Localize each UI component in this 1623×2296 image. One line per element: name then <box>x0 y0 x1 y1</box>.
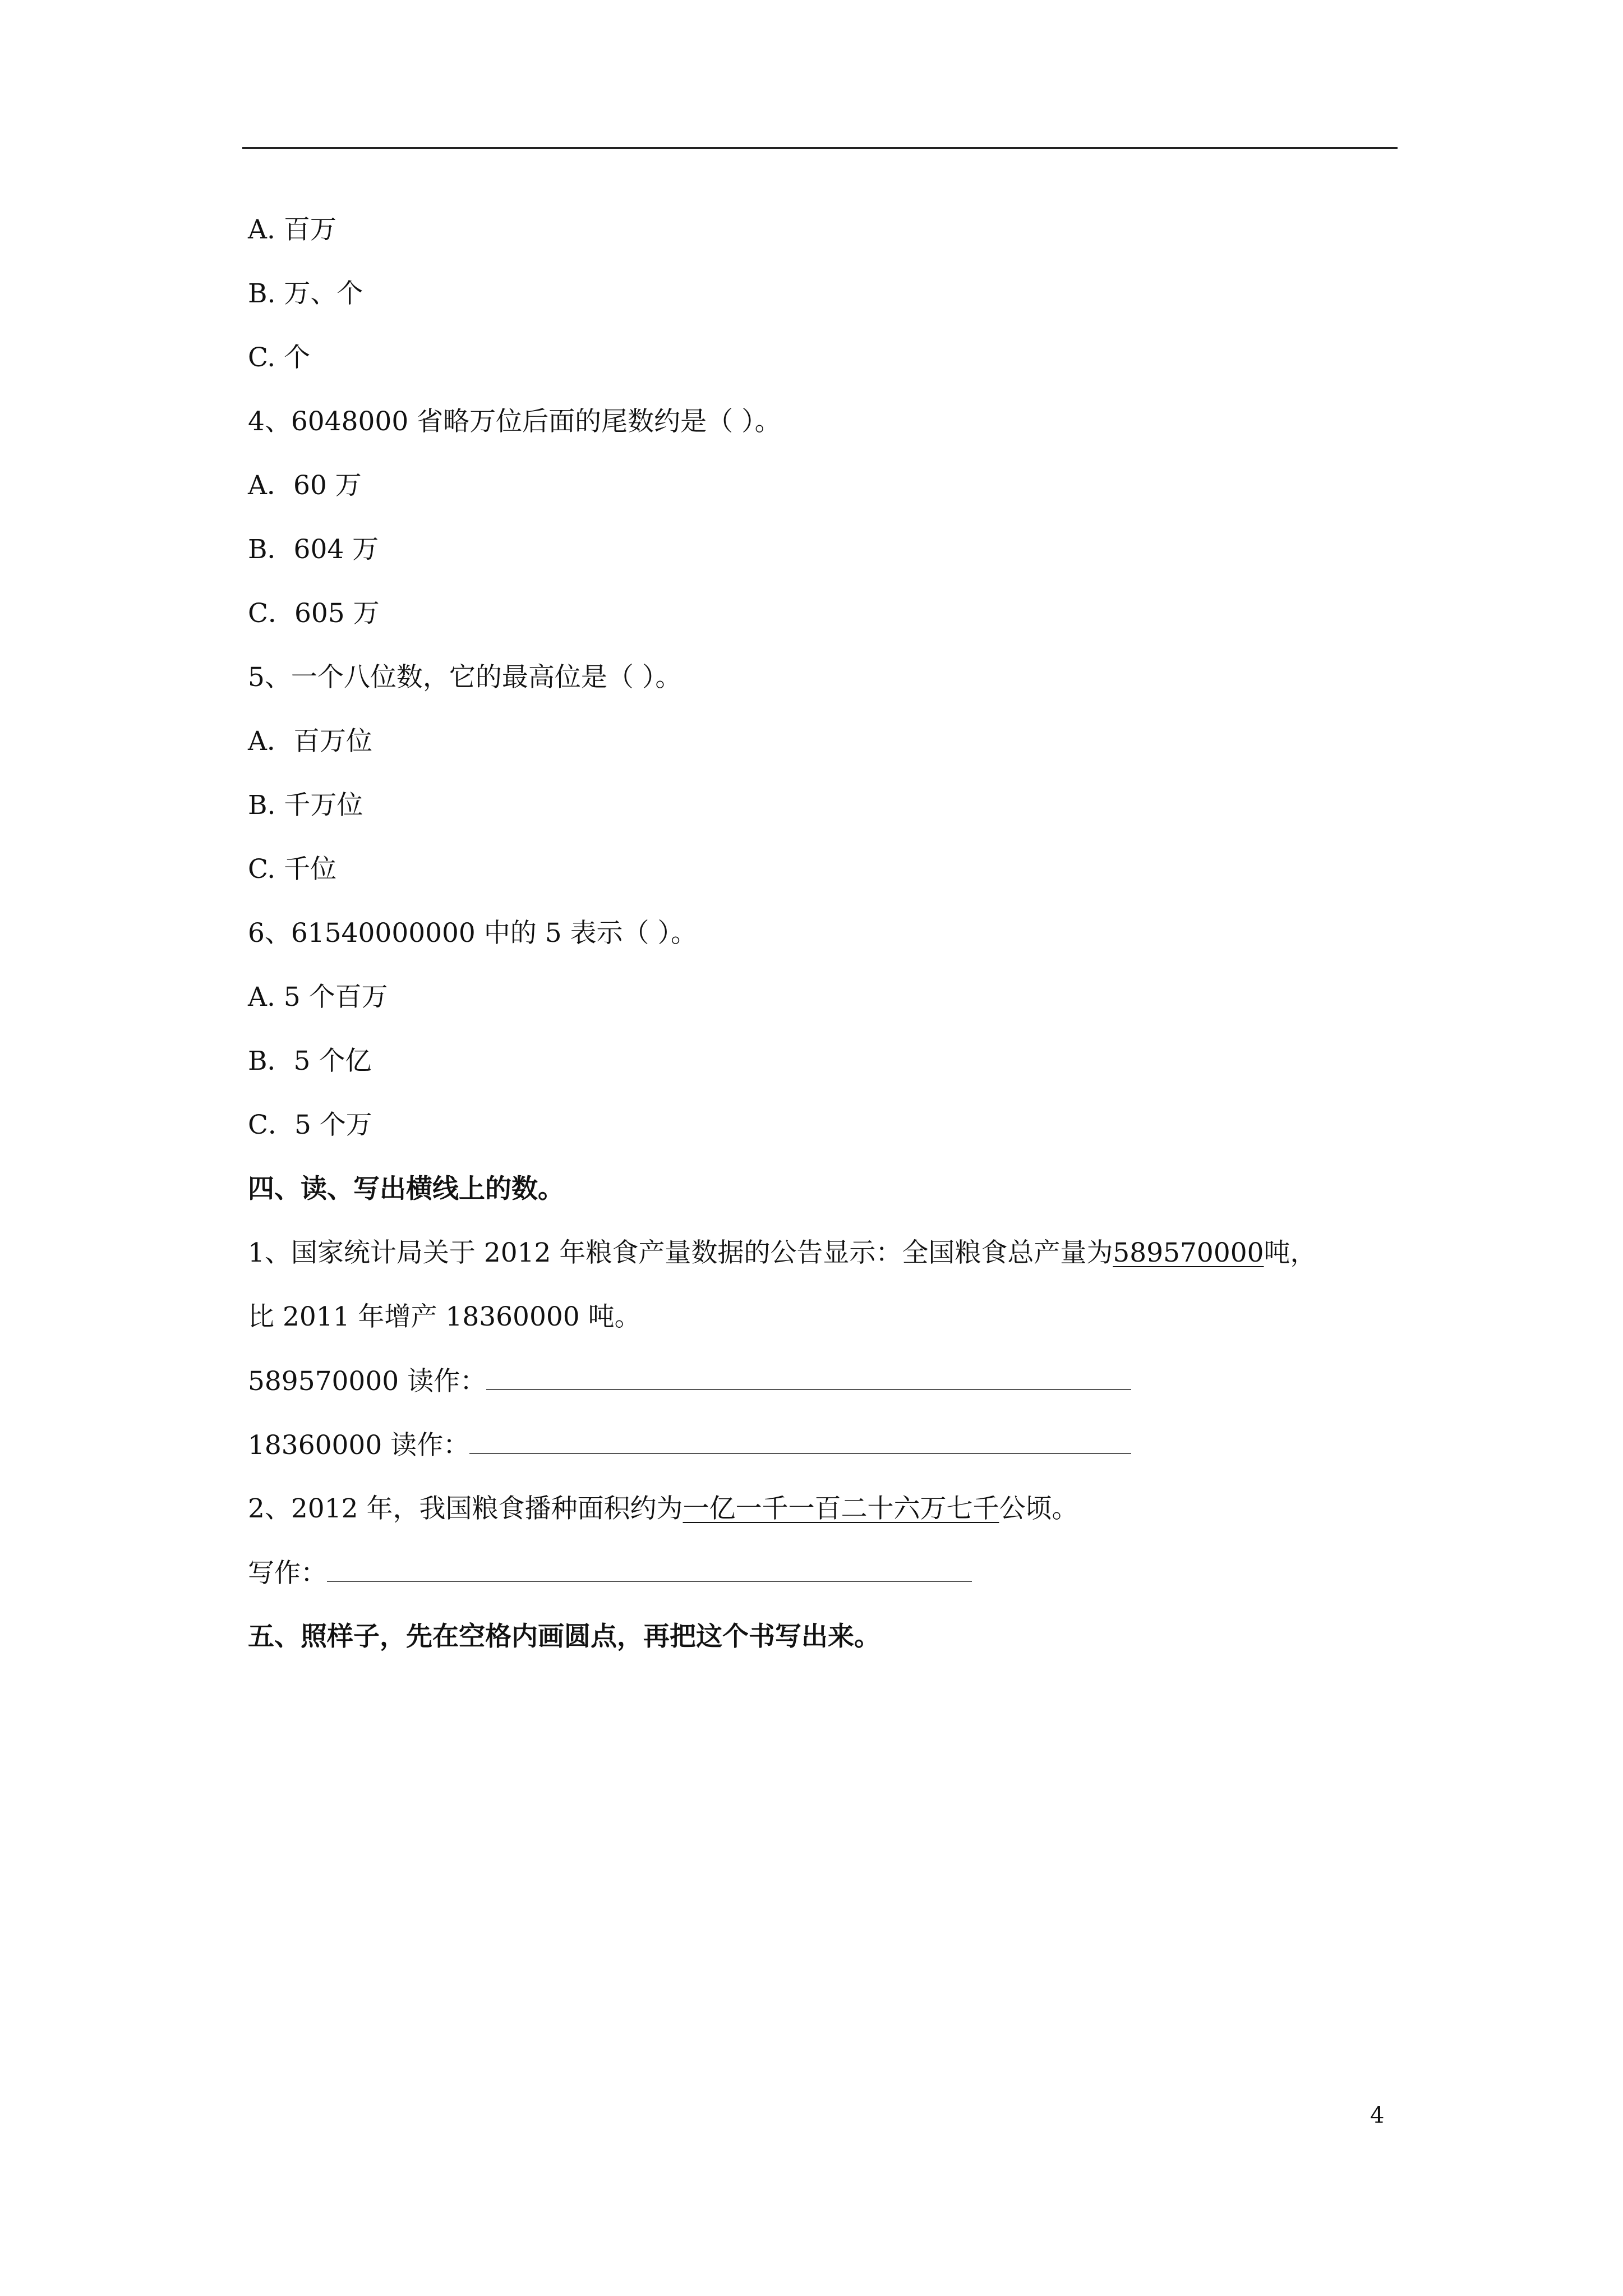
section4-item1-line2: 比 2011 年增产 18360000 吨。 <box>248 1301 641 1332</box>
q4-stem: 4、6048000 省略万位后面的尾数约是（ ）。 <box>248 406 781 437</box>
q4-option-c: C．605 万 <box>248 598 380 629</box>
q5-option-a: A．百万位 <box>248 726 372 757</box>
section5-heading: 五、照样子，先在空格内画圆点，再把这个书写出来。 <box>248 1621 880 1652</box>
q4-option-a: A．60 万 <box>248 470 362 501</box>
q5-option-c: C. 千位 <box>248 854 337 885</box>
item2-prefix: 2、2012 年，我国粮食播种面积约为 <box>248 1493 683 1524</box>
q6-option-b: B．5 个亿 <box>248 1046 372 1076</box>
q4-option-b: B．604 万 <box>248 534 379 565</box>
item2-suffix: 公顷。 <box>999 1493 1078 1524</box>
read2-answer-blank[interactable] <box>469 1428 1131 1454</box>
write-label: 写作： <box>248 1558 327 1589</box>
q3-option-c: C. 个 <box>248 342 311 373</box>
page-number: 4 <box>1370 2102 1385 2128</box>
read-row-1 <box>248 1364 1131 1398</box>
q5-option-b: B. 千万位 <box>248 790 363 821</box>
write-row <box>248 1556 972 1590</box>
item1-underlined-number: 589570000 <box>1113 1237 1264 1268</box>
section4-heading: 四、读、写出横线上的数。 <box>248 1174 564 1204</box>
q6-stem: 6、61540000000 中的 5 表示（ ）。 <box>248 918 697 949</box>
item2-underlined-words: 一亿一千一百二十六万七千 <box>683 1493 999 1524</box>
q3-option-a: A. 百万 <box>248 214 336 245</box>
read1-answer-blank[interactable] <box>486 1364 1131 1390</box>
write-answer-blank[interactable] <box>327 1556 972 1582</box>
read1-label: 589570000 读作： <box>248 1366 487 1397</box>
item1-prefix: 1、国家统计局关于 2012 年粮食产量数据的公告显示：全国粮食总产量为 <box>248 1237 1113 1268</box>
section4-item1-line1 <box>248 1236 1317 1270</box>
q3-option-b: B. 万、个 <box>248 278 363 309</box>
header-rule <box>242 147 1398 149</box>
q6-option-c: C．5 个万 <box>248 1110 372 1140</box>
q5-stem: 5、一个八位数，它的最高位是（ ）。 <box>248 662 682 693</box>
read-row-2 <box>248 1428 1131 1462</box>
section4-item2 <box>248 1492 1078 1526</box>
q6-option-a: A. 5 个百万 <box>248 982 388 1013</box>
read2-label: 18360000 读作： <box>248 1430 470 1461</box>
item1-suffix: 吨， <box>1264 1237 1317 1268</box>
